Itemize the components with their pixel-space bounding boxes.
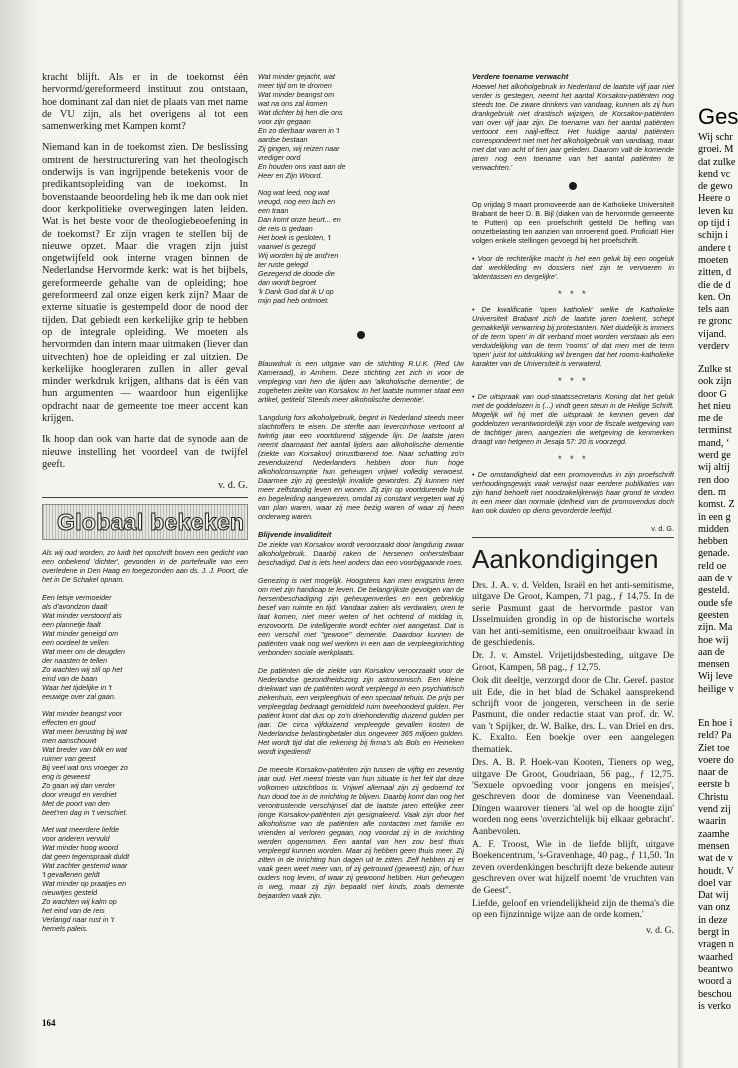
paragraph: kracht blijft. Als er in de toekomst één hervormd/gereformeerd instituut zou ontstaan, hoe dominant zal dan niet de plaats van met name de VU zijn, als het overigens al tot een samenwerking met Kampen komt? <box>42 72 248 133</box>
signature: v. d. G. <box>651 524 674 533</box>
facing-text-line: komst. Z <box>698 499 735 511</box>
announcement-entry: Ook dit deeltje, verzorgd door de Chr. Geref. pastor uit Ede, die in het blad de Schakel aansprekend schrijft voor de jongeren, verscheen in de serie Pasmunt, die onder redactie staat van prof. dr. W. van 't Spijker, dr. W. Balke, drs. L. van Driel en drs. K. Exalto. Een boekje over een aangelegen thematiek. <box>472 675 674 755</box>
thesis-item: • De kwalificatie 'open katholiek' welke de Katholieke Universiteit Brabant zich de laatste jaren toekent, schept gemakkelijk verwarring bij protestanten. Niet duidelijk is immers of de term 'open' in dit verband moet worden verstaan als een verduidelijking van de term 'rooms' of dat men met de term 'open' juist tot uitdrukking wil brengen dat het rooms-katholieke karakter van de Universiteit is verwaterd. <box>472 305 674 368</box>
facing-text-line: wat de v <box>698 853 733 865</box>
announcement-entry: Dr. J. v. Amstel. Vrijetijdsbesteding, uitgave De Groot, Kampen, 58 pag., ƒ 12,75. <box>472 650 674 673</box>
divider <box>42 497 248 498</box>
facing-text-line: zaamhe <box>698 828 730 840</box>
facing-text-line: terminst <box>698 425 732 437</box>
facing-text-block <box>698 718 734 1013</box>
facing-text-line: midden <box>698 523 729 535</box>
facing-text-line: Wij schr <box>698 132 733 143</box>
announcement-entry: Liefde, geloof en vriendelijkheid zijn de thema's die op een fijnzinnige wijze aan de orde komen.' <box>472 897 674 921</box>
facing-text-line: voere do <box>698 754 734 766</box>
facing-text-line: de gewo <box>698 181 733 193</box>
section-bullet <box>357 331 365 339</box>
separator-stars: * * * <box>557 289 589 299</box>
intro-paragraph: Als wij oud worden, zo luidt het opschrift boven een gedicht van een onbekend 'dichter', gevonden in de portefeuille van een overledene in Den Haag en toegezonden aan ds. J. J. Poort, die het in De Schakel opnam. <box>42 547 248 584</box>
facing-text-line: En hoe i <box>698 718 733 729</box>
facing-text-line: Wij leve <box>698 671 733 683</box>
poem-stanza: Wat minder beangst voor effecten en goud Wat meer berusting bij wat men aanschouwt Wat breder van blik en wat ruimer van geest Bij veel wat ons vroeger zo eng is geweest Zo gaan wij dan verder door vreugd en verdriet Met de poort van den beet'ren dag in 't verschiet. <box>42 708 128 817</box>
facing-text-line: in deze <box>698 914 728 926</box>
poem-stanza: Met wat meerdere liefde voor anderen vervuld Wat minder hoog woord dat geen tegenspraak duldt Wat zachter gestemd waar 't gevallenen geldt Wat minder op praatjes en nieuwtjes gesteld Zo wachten wij kalm op het eind van de reis Verlangd naar rust in 't hemels paleis. <box>42 824 130 933</box>
facing-text-line: mensen <box>698 659 730 671</box>
page-number: 164 <box>42 1018 56 1028</box>
facing-text-line: schijn i <box>698 230 729 242</box>
thesis-item: • De omstandigheid dat een promovendus in zijn proefschrift verhoudingsgewijs vaak verwijst naar eerdere publikaties van zijn hand behoeft niet noodzakelijkerwijs haar grond te vinden in een meer dan normale ijdelheid van de promovendus doch kan ook duiden op diens gevorderde leeftijd. <box>472 470 674 515</box>
section-header-box <box>42 504 248 540</box>
facing-text-line: leven ku <box>698 205 734 217</box>
facing-text-line: tels aan <box>698 304 730 316</box>
article-promotion <box>472 200 674 533</box>
facing-text-line: hoe wij <box>698 634 729 646</box>
page-shadow <box>0 0 36 1068</box>
facing-text-line: werd ge <box>698 450 731 462</box>
facing-text-line: van onz <box>698 902 731 914</box>
signature: v. d. G. <box>646 924 674 936</box>
facing-text-line: Dat wij <box>698 890 729 902</box>
poem-stanza: Een letsje vermoeider als d'avondzon daalt Wat minder verstoord als een plannetje faalt Wat minder geneigd om een oordeel te vellen Wat meer om de deugden der naasten te tellen Zo wachten wij stil op het eind van de baan Waar het tijdelijke in 't eeuwige over zal gaan. <box>42 592 125 701</box>
facing-text-line: naar de <box>698 767 729 779</box>
announcements-title: Aankondigingen <box>472 544 659 574</box>
facing-text-line: dat zulke <box>698 156 736 168</box>
facing-text-line: moeten <box>698 254 729 266</box>
facing-text-line: vijand. <box>698 328 727 340</box>
facing-text-line: genade. <box>698 548 730 560</box>
paragraph: Niemand kan in de toekomst zien. De beslissing omtrent de herstructurering van het theologisch onderwijs is van ingrijpende betekenis voor de predikantsopleiding van de toekomst. In bovenstaande beoordeling heb ik me dan ook niet door kerkpolitieke overwegingen laten leiden. Wat is het beste voor de theologiebeoefening in de toekomst? Er zijn vragen te stellen bij de nieuwe opzet. Maar die vragen zijn juist ongetwijfeld ook interne vragen binnen de Nederlandse Hervormde kerk: wat is het bijbels, gereformeerde gehalte van de opleiding; hoe gereformeerd zal onze eigen kerk zijn? Maar de externe situatie is gestempeld door de nood der tijden. Dat gebiedt een kerkelijke grip te hebben op de integrale opleiding. We moeten als hervormden dan intern maar uitmaken (liever dan uitvechten) hoe de opleiding er zal uitzien. De kerkelijke hoogleraren zullen in aller geval minder werkdruk krijgen, althans dat is één van hun argumenten — waardoor hun eigenlijke opdracht naar de gemeente toe meer accent kan krijgen. <box>42 142 248 425</box>
facing-text-block <box>698 132 735 353</box>
facing-text-line: kend vc <box>698 168 731 180</box>
facing-text-line: verderv <box>698 341 730 353</box>
facing-text-line: zitten, d <box>698 267 732 279</box>
facing-text-line: oude sfe <box>698 597 733 609</box>
facing-text-line: in een g <box>698 511 731 523</box>
facing-page-heading: Ges <box>698 104 738 129</box>
facing-text-line: reld? Pa <box>698 730 732 742</box>
announcement-entry: A. F. Troost, Wie in de liefde blijft, uitgave Boekencentrum, 's-Gravenhage, 40 pag., ƒ 11,50. 'In zeven overdenkingen beschrijft deze bekende auteur geschreven over wat hijzelf noemt 'de vruchten van de Geest''. <box>472 838 674 896</box>
facing-text-line: eerste b <box>698 779 730 791</box>
facing-text-line: ren doo <box>698 474 730 486</box>
facing-text-line: houdt. V <box>698 865 734 877</box>
column-2 <box>258 72 464 1012</box>
article-continued <box>472 72 674 172</box>
facing-text-line: woord a <box>698 976 732 988</box>
facing-text-line: is verko <box>698 1000 731 1012</box>
paragraph: De meeste Korsakov-patiënten zijn tussen de vijftig en zeventig jaar oud. Het meest trieste van hun situatie is het feit dat deze volkomen uitzichtloos is. Vrijwel allemaal zijn zij gedoemd tot hun dood toe in de inrichting te blijven. Daarbij komt dan nog het verontrustende verschijnsel dat de laatste jaren ettelijke zeer jonge Korsakov-patiënten zijn gesignaleerd. Vaak zijn door het alkoholisme van de patiënten alle contacten met familie en vrienden al verloren gegaan, nog voordat zij in de inrichting werden opgenomen. Een aantal van hen zou best thuis verpleegd kunnen worden. Maar zij hebben geen thuis meer. Zij zitten in de inrichting hun dagen uit te zitten. Zelf hebben zij er vaak geen weet meer van, of zij getrouwd (geweest) zijn, of hun ouders nog leven, of waar zij gewoond hebben. Hun geheugen is weg, maar zij zijn bepaald niet kinds, zoals demente bejaarden vaak zijn. <box>258 765 464 900</box>
column-intro <box>42 548 248 584</box>
facing-text-line: mensen <box>698 840 730 852</box>
facing-text-line: aan de <box>698 646 725 658</box>
facing-text-block <box>698 364 735 696</box>
paragraph: Ik hoop dan ook van harte dat de synode aan de nieuwe instelling het voordeel van de twijfel geeft. <box>42 434 248 470</box>
facing-text-line: ken. On <box>698 291 731 303</box>
section-title: Globaal bekeken <box>57 508 245 535</box>
facing-text-line: groei. M <box>698 144 734 156</box>
facing-text-line: re gronc <box>698 316 733 328</box>
facing-text-line: den. m <box>698 486 727 498</box>
facing-text-line: het nieu <box>698 400 731 412</box>
announcement-entry: Drs. A. B. P. Hoek-van Kooten, Tieners op weg, uitgave De Groot, Goudriaan, 56 pag., ƒ 12,75. 'Sexuele opvoeding voor jongens en meisjes', geschreven door de dominese van Veenendaal. Dingen waarover tieners 'al wel op de hoogte zijn' worden nog eens 'overzichtelijk bij elkaar gebracht'. Aanbevolen. <box>472 757 674 837</box>
facing-text-line: doel var <box>698 877 732 889</box>
editorial-text <box>42 72 248 493</box>
facing-text-line: andere t <box>698 242 731 254</box>
paragraph: Op vrijdag 9 maart promoveerde aan de Katholieke Universiteit Brabant de heer D. B. Bijl (diaken van de hervormde gemeente te Putten) op een proefschrift getiteld De heffing van omzetbelasting ten aanzien van onroerend goed. Proficiat! Hier volgen enkele stellingen gevoegd bij het proefschrift. <box>472 200 674 245</box>
paragraph: 'Langdurig fors alkoholgebruik, begint in Nederland steeds meer slachtoffers te eisen. De sterfte aan levercirrhose vertoont al twintig jaar een voortdurend stijgende lijn. De laatste jaren neemt daarnaast het aantal lijders aan alkoholische dementie (ziekte van Korsakov) onrustbarend toe. Naar schatting zo'n zevenduizend Nederlanders hebben door hun hoge alkoholconsumptie hun geheugen vrijwel volledig verwoest. Daarmee zijn zij geestelijk invalide geworden. Zij kunnen niet meer zelfstandig leven en wonen. Zij zijn op voortdurende hulp en begeleiding aangewezen, omdat zij constant vergeten wat zij van plan waren, waar zij mee bezig waren of waar zij heen onderweg waren. <box>258 413 464 521</box>
facing-text-line: me de <box>698 413 723 425</box>
facing-text-line: mand, ‘ <box>698 437 730 449</box>
subheading: Verdere toename verwacht <box>472 72 569 81</box>
subheading: Blijvende invaliditeit <box>258 530 332 539</box>
poem-continued <box>258 72 464 305</box>
facing-text-line: op tijd i <box>698 218 731 230</box>
thesis-item: • De uitspraak van oud-staatssecretaris Koning dat het geluk met de goddelozen is (...) vindt geen steun in de Heilige Schrift. Mogelijk wil hij met die uitspraak te kennen geven dat goddelozen verantwoordelijk zijn voor de fiscale wetgeving van de tachtiger jaren, aangezien die wetgeving de kenmerken draagt van hetgeen in Jesaja 57: 20 is voorzegd. <box>472 392 674 446</box>
poem-stanza: Wat minder gejacht, wat meer tijd om te dromen Wat minder beangst om wat na ons zal komen Wat dichter bij hen die ons voor zijn gegaan En zo dierbaar waren in 't aardse bestaan Zij gingen, wij reizen naar vrediger oord En houden ons vast aan de Heer en Zijn Woord. <box>258 72 346 180</box>
facing-text-line: zijn. Ma <box>698 622 733 634</box>
separator-stars: * * * <box>557 454 589 464</box>
facing-text-line: Ziet toe <box>698 742 730 754</box>
paragraph: Blauwdruk is een uitgave van de stichting R.U.K. (Red Uw Kameraad), in Arnhem. Deze stichting zet zich in voor de verpleging van hen die lijden aan 'alkoholische dementie', de zogeheten ziekte van Korsakov. In het laatste nummer staat een artikel, getiteld 'Steeds meer alkoholische dementie'. <box>258 359 464 404</box>
paragraph: Genezing is niet mogelijk. Hoogstens kan men enigszins leren om met zijn handicap te leven. De belangrijkste gevolgen van de hersenbeschadiging zijn geheugenverlies en een gebrekkig besef van ruimte en tijd. Vandaar zaken als verdwalen, uren te laat komen, niet meer weten of het ochtend of middag is, enzovoorts. De intelligentie wordt echter niet aangetast. Dat is een verschil met "gewone" dementie. Daardoor kunnen de patiënten vaak nog wel werken in een aan de verpleeginrichting verbonden sociale werkplaats. <box>258 576 464 657</box>
column-1 <box>42 72 248 1012</box>
paragraph: Hoewel het alkoholgebruik in Nederland de laatste vijf jaar niet verder is gestegen, neemt het aantal Korsakov-patiënten nog steeds toe. De zware drinkers van vandaag, kunnen als zij hun drankgebruik niet drastisch wijzigen, de Korsakov-patiënten van over vijf jaar zijn. De toename van het aantal patiënten vertoont een naijl-effect. Het huidige aantal patiënten correspondeert niet met het alkoholgebruik van vandaag, maar met dat van acht of tien jaar geleden. Daarom valt de komende jaren nog een toename van het aantal patiënten te verwachten.' <box>472 82 674 172</box>
facing-text-line: Christu <box>698 791 729 803</box>
facing-text-line: hebben <box>698 536 728 548</box>
facing-text-line: wij altij <box>698 462 730 474</box>
facing-text-line: reld oe <box>698 560 727 572</box>
facing-text-line: Zulke st <box>698 364 732 375</box>
facing-text-line: bergt in <box>698 927 730 939</box>
facing-page <box>684 0 738 1068</box>
article-korsakov <box>258 359 464 900</box>
facing-text-line: die de d <box>698 279 731 291</box>
facing-text-line: gesteld. <box>698 585 730 597</box>
poem-stanza: Nog wat leed, nog wat vreugd, nog een lach en een traan Dan komt onze beurt... en de reis is gedaan Het boek is gesloten, 't vaarwel is gezegd Wij worden bij de and'ren ter ruste gelegd Gezegend de doode die dan wordt begroet 'k Dank God dat ik U op mijn pad heb ontmoet. <box>258 188 341 305</box>
announcement-entry: Drs. J. A. v. d. Velden, Israël en het anti-semitisme, uitgave De Groot, Kampen, 71 pag., ƒ 14,75. In de serie Pasmunt gaat de hervormde pastor van IJsselmuiden grondig in op de historische wortels van het anti-semitisme, een onuitroeibaar kwaad in de geschiedenis. <box>472 580 674 649</box>
facing-text-line: waarhed <box>698 951 733 963</box>
facing-text-line: vend zij <box>698 804 731 816</box>
poem <box>42 593 248 933</box>
divider <box>472 537 674 538</box>
separator-stars: * * * <box>557 376 589 386</box>
facing-text-line: beschou <box>698 988 732 1000</box>
signature: v. d. G. <box>218 480 248 492</box>
announcements-list <box>472 580 674 936</box>
paragraph: De ziekte van Korsakov wordt veroorzaakt door langdurig zwaar alkoholgebruik. Daarbij raken de hersenen onherstelbaar beschadigd. Dat is iets heel anders dan een voorbijgaande roes. <box>258 540 464 567</box>
column-3 <box>472 72 674 1012</box>
thesis-item: • Voor de rechterlijke macht is het een geluk bij een ongeluk dat werkkleding en dossiers niet zijn te vervoeren in 'aktentassen en dergelijke'. <box>472 254 674 281</box>
facing-text-line: beantwo <box>698 963 733 975</box>
facing-text-line: geesten <box>698 609 729 621</box>
facing-text-line: Heere o <box>698 193 731 205</box>
section-bullet <box>569 182 577 190</box>
facing-text-line: heilige v <box>698 683 734 695</box>
facing-text-line: waarin <box>698 816 727 828</box>
facing-text-line: vragen n <box>698 939 734 951</box>
facing-text-line: ook zijn <box>698 376 732 388</box>
facing-text-line: aan de v <box>698 573 733 585</box>
facing-text-line: door G <box>698 388 727 400</box>
paragraph: De patiënten die de ziekte van Korsakov veroorzaakt voor de Nederlandse gezondheidszorg zijn astronomisch. Een kleine driekwart van de patiënten wordt verpleegd in een psychiatrisch ziekenhuis, een verpleeghuis of een speciaal tehuis. De prijs per verpleegdag bedraagt gemiddeld ruim tweehonderd gulden. Per patiënt komt dat dus op zo'n driehonderdtig duizend gulden per jaar. De circa vijfduizend verpleegde gevallen kosten de Nederlandse belastingbetaler dus ongeveer 365 miljoen gulden. Het wordt tijd dat die rekening bij firma's als Bols en Heineken wordt ingediend! <box>258 666 464 756</box>
